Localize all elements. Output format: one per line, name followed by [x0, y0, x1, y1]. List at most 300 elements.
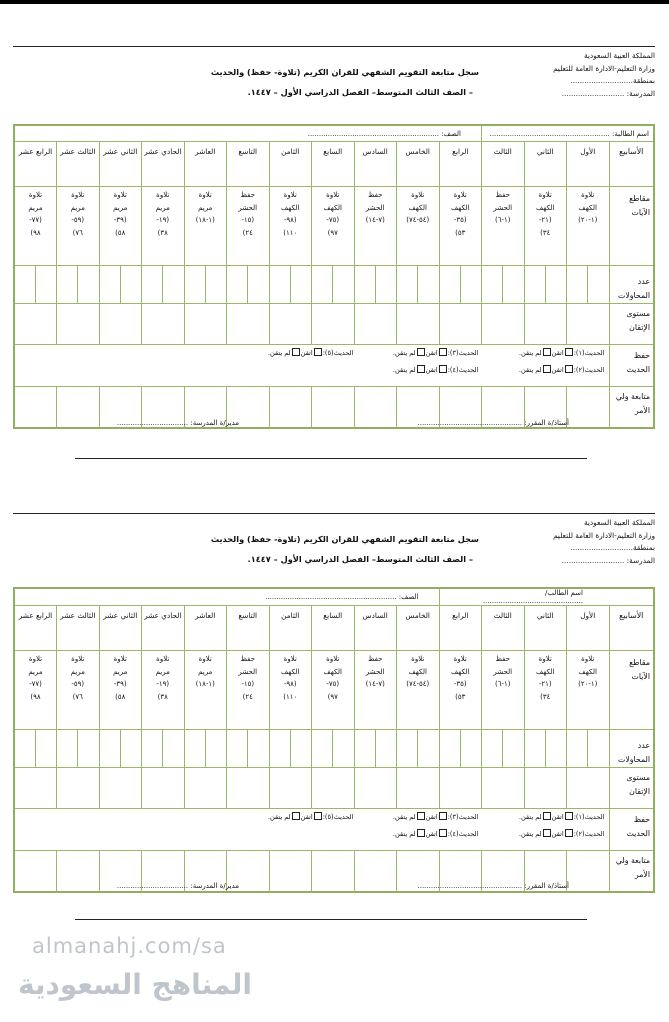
hadith-3: الحديث(٣):اتقنلم يتقن. — [392, 349, 479, 357]
ayat-range: (٥٩- — [71, 680, 85, 689]
hadith-2: الحديث(٢):اتقنلم يتقن. — [518, 366, 605, 374]
ayat-cell — [57, 651, 100, 730]
mastery-cell[interactable] — [99, 768, 142, 809]
ayat-type: حفظ — [495, 191, 510, 199]
mastery-cell[interactable] — [14, 768, 57, 809]
watermark-url: almanahj.com/sa — [32, 934, 227, 958]
week-header: الثاني عشر — [99, 606, 142, 651]
ayat-type: تلاوة — [71, 655, 85, 663]
guardian-label: متابعة ولي الأمر — [609, 851, 654, 893]
attempts-cell[interactable] — [524, 730, 567, 768]
ayat-range: (٧٥- — [326, 216, 340, 225]
ayat-range: (٧-١٤) — [365, 216, 385, 225]
checkbox-icon[interactable] — [543, 812, 551, 820]
school-field: المدرسة: ........................... — [561, 88, 655, 98]
hadith-5: الحديث(٥):اتقنلم يتقن. — [267, 813, 354, 821]
hadith-1: الحديث(١):اتقنلم يتقن. — [518, 813, 605, 821]
week-header: الحادي عشر — [142, 606, 185, 651]
ayat-surah: الحشر — [493, 203, 513, 212]
ayat-range: (١-٦) — [494, 680, 511, 689]
ayat-surah: الكهف — [578, 667, 597, 676]
week-header: الثاني — [524, 606, 567, 651]
week-header: الأول — [567, 142, 610, 187]
ayat-range-end: ٢٤) — [242, 228, 253, 237]
ayat-range: (٢١- — [538, 216, 552, 225]
form-sheet-1 — [13, 0, 655, 480]
attempts-cell[interactable] — [397, 730, 440, 768]
header-block — [553, 50, 655, 100]
attempts-cell[interactable] — [482, 266, 525, 304]
ayat-surah: مريم — [198, 667, 213, 676]
attempts-cell[interactable] — [57, 730, 100, 768]
ayat-range: (٣٥- — [453, 216, 467, 225]
teacher-signature[interactable]: أستاذ/ة المقرر: ............................................... — [417, 419, 569, 427]
class-field[interactable]: الصف: ........................................................... — [14, 588, 439, 606]
ayat-range: (٩٨- — [283, 680, 297, 689]
mastery-label: مستوى الإتقان — [609, 768, 654, 809]
ayat-type: حفظ — [495, 655, 510, 663]
mastery-cell[interactable] — [567, 304, 610, 345]
week-header: الرابع عشر — [14, 142, 57, 187]
ayat-cell — [14, 187, 57, 266]
ayat-surah: الكهف — [451, 203, 470, 212]
ayat-surah: الكهف — [408, 203, 427, 212]
checkbox-icon[interactable] — [417, 829, 425, 837]
ayat-surah: الكهف — [323, 203, 342, 212]
ayat-cell — [227, 187, 270, 266]
ayat-range: (١٥- — [241, 216, 255, 225]
ayat-surah: مريم — [113, 667, 128, 676]
ayat-cell — [99, 651, 142, 730]
attempts-cell[interactable] — [482, 730, 525, 768]
checkbox-icon[interactable] — [565, 348, 573, 356]
ayat-range-end: ٣٤) — [540, 228, 551, 237]
ayat-cell — [312, 187, 355, 266]
hadith-3: الحديث(٣):اتقنلم يتقن. — [392, 813, 479, 821]
mastery-cell[interactable] — [227, 304, 270, 345]
guardian-cell[interactable] — [354, 851, 397, 893]
mastery-cell[interactable] — [354, 304, 397, 345]
mastery-cell[interactable] — [524, 768, 567, 809]
ministry-name: وزارة التعليم-الادارة العامة للتعليم — [553, 530, 655, 540]
ayat-range: (١-١٨) — [195, 216, 215, 225]
checkbox-icon[interactable] — [543, 829, 551, 837]
checkbox-icon[interactable] — [543, 365, 551, 373]
mastery-cell[interactable] — [397, 304, 440, 345]
ayat-cell — [99, 187, 142, 266]
ayat-surah: الحشر — [365, 667, 385, 676]
checkbox-icon[interactable] — [565, 829, 573, 837]
attempts-cell[interactable] — [14, 730, 57, 768]
checkbox-icon[interactable] — [543, 348, 551, 356]
ayat-range: (١-٦) — [494, 216, 511, 225]
week-header: الثالث عشر — [57, 606, 100, 651]
attempts-cell[interactable] — [227, 730, 270, 768]
ayat-range-end: ٣٤) — [540, 692, 551, 701]
ayat-type: تلاوة — [198, 655, 212, 663]
ayat-range: (٥٤-٧٤) — [406, 680, 430, 689]
ayat-type: حفظ — [240, 191, 255, 199]
ayat-surah: الكهف — [323, 667, 342, 676]
ayat-range: (٧٥- — [326, 680, 340, 689]
attempts-cell[interactable] — [269, 266, 312, 304]
school-field: المدرسة: ........................... — [561, 555, 655, 565]
ayat-surah: الحشر — [238, 667, 258, 676]
attempts-cell[interactable] — [184, 730, 227, 768]
week-header: الرابع عشر — [14, 606, 57, 651]
teacher-signature[interactable]: أستاذ/ة المقرر: ............................................... — [417, 882, 569, 890]
ayat-surah: الحشر — [238, 203, 258, 212]
ayat-type: تلاوة — [411, 191, 425, 199]
ayat-cell — [482, 651, 525, 730]
checkbox-icon[interactable] — [439, 829, 447, 837]
guardian-cell[interactable] — [269, 387, 312, 429]
ayat-surah: الكهف — [451, 667, 470, 676]
ayat-type: تلاوة — [581, 191, 595, 199]
ayat-surah: مريم — [155, 203, 170, 212]
hadith-4: الحديث(٤):اتقنلم يتقن. — [392, 366, 479, 374]
kingdom-name: المملكة العبية السعودية — [583, 518, 655, 527]
attempts-cell[interactable] — [57, 266, 100, 304]
ayat-cell — [142, 651, 185, 730]
ayat-cell — [397, 651, 440, 730]
attempts-cell[interactable] — [354, 266, 397, 304]
ayat-range-end: ٩٧) — [327, 228, 338, 237]
checkbox-icon[interactable] — [439, 812, 447, 820]
hadith-cell — [14, 345, 609, 387]
ayat-cell — [524, 651, 567, 730]
ayat-surah: الحشر — [365, 203, 385, 212]
ayat-range-end: ١١٠) — [283, 228, 298, 237]
attempts-cell[interactable] — [227, 266, 270, 304]
guardian-cell[interactable] — [269, 851, 312, 893]
ayat-range-end: ٣٨) — [157, 228, 168, 237]
page-subtitle: – الصف الثالث المتوسط– الفصل الدراسي الأول – ١٤٤٧. — [247, 554, 473, 564]
checkbox-icon[interactable] — [565, 812, 573, 820]
hadith-1: الحديث(١):اتقنلم يتقن. — [518, 349, 605, 357]
hadith-cell — [14, 809, 609, 851]
hadith-2: الحديث(٢):اتقنلم يتقن. — [518, 830, 605, 838]
region-field: بمنطقة........................... — [570, 76, 655, 85]
week-header: الثالث — [482, 606, 525, 651]
ayat-range-end: ٩٨) — [30, 692, 41, 701]
attempts-cell[interactable] — [312, 266, 355, 304]
watermark-brand: المناهج السعودية — [18, 968, 252, 1001]
attempts-cell[interactable] — [142, 266, 185, 304]
ayat-surah: الكهف — [536, 667, 555, 676]
mastery-cell[interactable] — [439, 304, 482, 345]
ayat-cell — [524, 187, 567, 266]
mastery-label: مستوى الإتقان — [609, 304, 654, 345]
ayat-surah: الكهف — [408, 667, 427, 676]
page-subtitle: – الصف الثالث المتوسط– الفصل الدراسي الأول – ١٤٤٧. — [247, 87, 473, 97]
week-header: العاشر — [184, 606, 227, 651]
checkbox-icon[interactable] — [314, 348, 322, 356]
ayat-cell — [57, 187, 100, 266]
ayat-surah: مريم — [28, 667, 43, 676]
ayat-type: تلاوة — [283, 191, 297, 199]
ayat-cell — [227, 651, 270, 730]
ayat-range-end: ٥٨) — [115, 692, 126, 701]
ayat-surah: مريم — [113, 203, 128, 212]
ministry-name: وزارة التعليم-الادارة العامة للتعليم — [553, 63, 655, 73]
ayat-cell — [269, 187, 312, 266]
mastery-cell[interactable] — [57, 768, 100, 809]
week-header: السابع — [312, 142, 355, 187]
checkbox-icon[interactable] — [417, 365, 425, 373]
ayat-range: (٧٧- — [29, 216, 42, 225]
mastery-cell[interactable] — [312, 304, 355, 345]
guardian-cell[interactable] — [57, 387, 100, 429]
guardian-cell[interactable] — [354, 387, 397, 429]
attempts-cell[interactable] — [99, 730, 142, 768]
mastery-cell[interactable] — [184, 768, 227, 809]
week-header: الثامن — [269, 606, 312, 651]
top-divider — [13, 513, 655, 514]
week-header: التاسع — [227, 606, 270, 651]
attempts-cell[interactable] — [142, 730, 185, 768]
mastery-cell[interactable] — [312, 768, 355, 809]
ayat-surah: مريم — [70, 667, 85, 676]
evaluation-table — [13, 587, 655, 893]
ayat-range-end: ٥٣) — [455, 692, 466, 701]
ayat-type: تلاوة — [326, 191, 340, 199]
mastery-cell[interactable] — [439, 768, 482, 809]
ayat-range: (٧٧- — [29, 680, 42, 689]
ayat-surah: الكهف — [281, 203, 300, 212]
ayat-type: تلاوة — [156, 191, 170, 199]
ayat-cell — [312, 651, 355, 730]
guardian-cell[interactable] — [312, 851, 355, 893]
ayat-range-end: ٥٨) — [115, 228, 126, 237]
ayat-range-end: ٩٨) — [30, 228, 41, 237]
attempts-cell[interactable] — [439, 266, 482, 304]
ayat-cell — [567, 187, 610, 266]
ayat-range: (٥٤-٧٤) — [406, 216, 430, 225]
ayat-range: (١٥- — [241, 680, 255, 689]
attempts-cell[interactable] — [184, 266, 227, 304]
ayat-type: تلاوة — [71, 191, 85, 199]
mastery-cell[interactable] — [14, 304, 57, 345]
ayat-cell — [354, 187, 397, 266]
ayat-range: (٣٩- — [113, 680, 127, 689]
ayat-surah: الكهف — [281, 667, 300, 676]
ayat-range-end: ١١٠) — [283, 692, 298, 701]
mastery-cell[interactable] — [482, 304, 525, 345]
guardian-cell[interactable] — [567, 387, 610, 429]
ayat-type: تلاوة — [411, 655, 425, 663]
attempts-label: عدد المحاولات — [609, 730, 654, 768]
ayat-surah: الحشر — [493, 667, 513, 676]
ayat-type: تلاوة — [198, 191, 212, 199]
week-header: السابع — [312, 606, 355, 651]
attempts-cell[interactable] — [439, 730, 482, 768]
page-title: سجل متابعة التقويم الشفهي للقران الكريم (تلاوة- حفظ) والحديث — [210, 534, 479, 544]
attempts-cell[interactable] — [524, 266, 567, 304]
mastery-cell[interactable] — [142, 768, 185, 809]
ayat-range-end: ٢٤) — [242, 692, 253, 701]
ayat-cell — [14, 651, 57, 730]
ayat-cell — [439, 187, 482, 266]
ayat-type: تلاوة — [538, 191, 552, 199]
ayat-type: تلاوة — [28, 191, 43, 199]
mastery-cell[interactable] — [184, 304, 227, 345]
guardian-cell[interactable] — [14, 387, 57, 429]
ayat-surah: مريم — [198, 203, 213, 212]
attempts-cell[interactable] — [567, 266, 610, 304]
cut-line — [75, 458, 587, 459]
ayat-type: حفظ — [367, 191, 383, 199]
hadith-4: الحديث(٤):اتقنلم يتقن. — [392, 830, 479, 838]
mastery-cell[interactable] — [397, 768, 440, 809]
checkbox-icon[interactable] — [292, 812, 300, 820]
attempts-label: عدد المحاولات — [609, 266, 654, 304]
class-field[interactable]: الصف: ........................................................... — [14, 125, 482, 142]
week-header: الخامس — [397, 142, 440, 187]
week-header: الثالث — [482, 142, 525, 187]
mastery-cell[interactable] — [99, 304, 142, 345]
checkbox-icon[interactable] — [292, 348, 300, 356]
mastery-cell[interactable] — [227, 768, 270, 809]
ayat-range: (٣٩- — [113, 216, 127, 225]
ayat-range: (١-١٨) — [195, 680, 215, 689]
ayat-range-end: ٧٦) — [72, 228, 83, 237]
week-header: التاسع — [227, 142, 270, 187]
ayat-surah: مريم — [28, 203, 43, 212]
ayat-type: تلاوة — [581, 655, 595, 663]
mastery-cell[interactable] — [524, 304, 567, 345]
week-header: الرابع — [439, 606, 482, 651]
ayat-range-end: ٥٣) — [455, 228, 466, 237]
week-header: الثامن — [269, 142, 312, 187]
weeks-label: الأسابيع — [609, 142, 654, 187]
ayat-range: (٩٨- — [283, 216, 297, 225]
ayat-label: مقاطع الآيات — [609, 187, 654, 266]
ayat-type: تلاوة — [28, 655, 43, 663]
ayat-cell — [439, 651, 482, 730]
ayat-type: تلاوة — [453, 655, 467, 663]
kingdom-name: المملكة العبية السعودية — [583, 51, 655, 60]
hadith-5: الحديث(٥):اتقنلم يتقن. — [267, 349, 354, 357]
mastery-cell[interactable] — [567, 768, 610, 809]
evaluation-table — [13, 124, 655, 429]
weeks-label: الأسابيع — [609, 606, 654, 651]
ayat-type: تلاوة — [453, 191, 467, 199]
ayat-range-end: ٧٦) — [72, 692, 83, 701]
student-name-field[interactable]: اسم الطالبة: ...................................................... — [482, 125, 655, 142]
week-header: السادس — [354, 142, 397, 187]
ayat-range-end: ٣٨) — [157, 692, 168, 701]
ayat-surah: مريم — [155, 667, 170, 676]
guardian-cell[interactable] — [312, 387, 355, 429]
principal-signature[interactable]: مدير/ة المدرسة: ................................ — [116, 882, 239, 890]
week-header: الخامس — [397, 606, 440, 651]
principal-signature[interactable]: مدير/ة المدرسة: ................................ — [116, 419, 239, 427]
ayat-range-end: ٩٧) — [327, 692, 338, 701]
ayat-type: تلاوة — [113, 655, 127, 663]
week-header: الثالث عشر — [57, 142, 100, 187]
attempts-cell[interactable] — [397, 266, 440, 304]
guardian-label: متابعة ولي الأمر — [609, 387, 654, 429]
mastery-cell[interactable] — [482, 768, 525, 809]
ayat-label: مقاطع الآيات — [609, 651, 654, 730]
mastery-cell[interactable] — [269, 304, 312, 345]
ayat-cell — [397, 187, 440, 266]
checkbox-icon[interactable] — [417, 812, 425, 820]
ayat-surah: مريم — [70, 203, 85, 212]
attempts-cell[interactable] — [269, 730, 312, 768]
attempts-cell[interactable] — [567, 730, 610, 768]
guardian-cell[interactable] — [14, 851, 57, 893]
header-block — [553, 517, 655, 567]
region-field: بمنطقة........................... — [570, 543, 655, 552]
week-header: الحادي عشر — [142, 142, 185, 187]
attempts-cell[interactable] — [312, 730, 355, 768]
ayat-cell — [567, 651, 610, 730]
ayat-surah: الكهف — [536, 203, 555, 212]
top-divider — [13, 46, 655, 47]
form-sheet-2 — [13, 467, 655, 947]
mastery-cell[interactable] — [142, 304, 185, 345]
student-name-field[interactable]: اسم الطالب/ ............................................. — [439, 588, 654, 606]
ayat-range: (٧-١٤) — [365, 680, 385, 689]
guardian-cell[interactable] — [567, 851, 610, 893]
hadith-label: حفظ الحديث — [609, 345, 654, 387]
week-header: الرابع — [439, 142, 482, 187]
ayat-type: حفظ — [367, 655, 383, 663]
week-header: السادس — [354, 606, 397, 651]
checkbox-icon[interactable] — [417, 348, 425, 356]
ayat-range: (١٩- — [156, 680, 170, 689]
ayat-cell — [269, 651, 312, 730]
week-header: العاشر — [184, 142, 227, 187]
ayat-range: (١-٢٠) — [578, 216, 598, 225]
ayat-type: حفظ — [240, 655, 255, 663]
checkbox-icon[interactable] — [314, 812, 322, 820]
ayat-range: (٥٩- — [71, 216, 85, 225]
ayat-type: تلاوة — [283, 655, 297, 663]
mastery-cell[interactable] — [57, 304, 100, 345]
mastery-cell[interactable] — [269, 768, 312, 809]
ayat-type: تلاوة — [538, 655, 552, 663]
attempts-cell[interactable] — [14, 266, 57, 304]
ayat-cell — [482, 187, 525, 266]
ayat-cell — [184, 187, 227, 266]
ayat-type: تلاوة — [156, 655, 170, 663]
ayat-cell — [142, 187, 185, 266]
guardian-cell[interactable] — [57, 851, 100, 893]
ayat-type: تلاوة — [326, 655, 340, 663]
ayat-cell — [184, 651, 227, 730]
checkbox-icon[interactable] — [565, 365, 573, 373]
week-header: الثاني عشر — [99, 142, 142, 187]
checkbox-icon[interactable] — [439, 365, 447, 373]
page-title: سجل متابعة التقويم الشفهي للقران الكريم (تلاوة- حفظ) والحديث — [210, 67, 479, 77]
mastery-cell[interactable] — [354, 768, 397, 809]
week-header: الأول — [567, 606, 610, 651]
ayat-range: (٢١- — [538, 680, 552, 689]
attempts-cell[interactable] — [354, 730, 397, 768]
attempts-cell[interactable] — [99, 266, 142, 304]
ayat-type: تلاوة — [113, 191, 127, 199]
week-header: الثاني — [524, 142, 567, 187]
ayat-range: (١-٢٠) — [578, 680, 598, 689]
checkbox-icon[interactable] — [439, 348, 447, 356]
cut-line — [75, 919, 587, 920]
hadith-label: حفظ الحديث — [609, 809, 654, 851]
ayat-range: (١٩- — [156, 216, 170, 225]
ayat-range: (٣٥- — [453, 680, 467, 689]
